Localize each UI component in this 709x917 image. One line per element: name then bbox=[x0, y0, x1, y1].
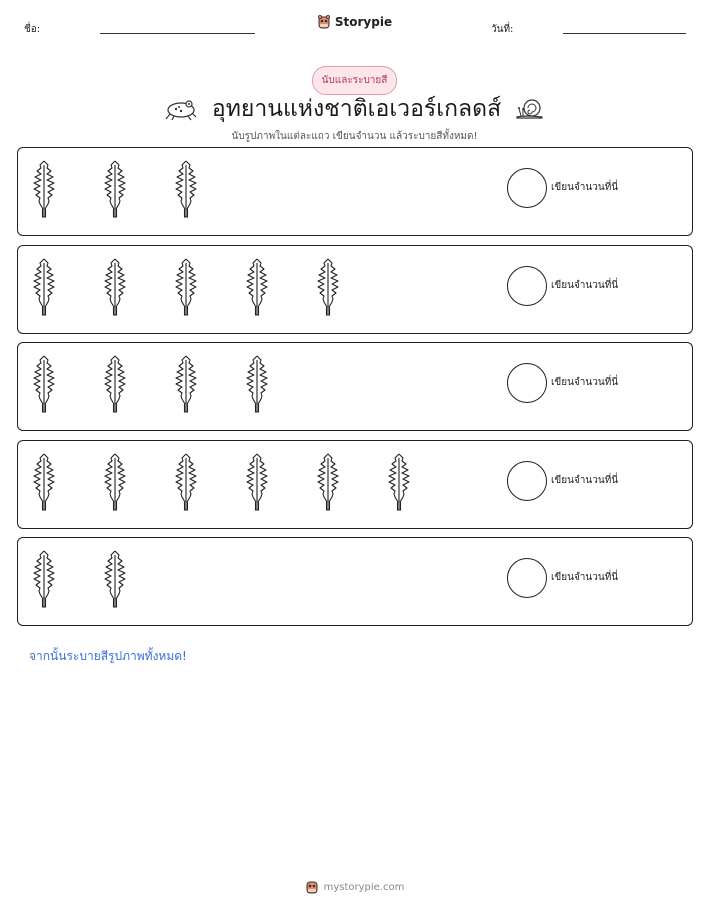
row-items bbox=[30, 159, 200, 219]
answer-label: เขียนจำนวนที่นี่ bbox=[551, 572, 619, 583]
fern-leaf-icon[interactable] bbox=[30, 257, 58, 317]
date-label: วันที่: bbox=[491, 24, 514, 35]
row-items bbox=[30, 257, 342, 317]
fern-leaf-icon[interactable] bbox=[243, 452, 271, 512]
name-label: ชื่อ: bbox=[24, 24, 41, 35]
answer-label: เขียนจำนวนที่นี่ bbox=[551, 182, 619, 193]
fern-leaf-icon[interactable] bbox=[314, 452, 342, 512]
fern-leaf-icon[interactable] bbox=[243, 354, 271, 414]
answer-circle[interactable] bbox=[507, 461, 547, 501]
answer-circle[interactable] bbox=[507, 558, 547, 598]
storypie-mascot-icon bbox=[305, 879, 319, 895]
fern-leaf-icon[interactable] bbox=[172, 354, 200, 414]
row-items bbox=[30, 549, 129, 609]
answer-circle[interactable] bbox=[507, 168, 547, 208]
answer-label: เขียนจำนวนที่นี่ bbox=[551, 279, 619, 291]
fern-leaf-icon[interactable] bbox=[30, 452, 58, 512]
fern-leaf-icon[interactable] bbox=[172, 159, 200, 219]
answer-label: เขียนจำนวนที่นี่ bbox=[551, 474, 619, 486]
snail-icon bbox=[515, 97, 545, 121]
fern-leaf-icon[interactable] bbox=[30, 549, 58, 609]
fern-leaf-icon[interactable] bbox=[101, 549, 129, 609]
page-footer bbox=[0, 879, 709, 895]
counting-row bbox=[17, 245, 693, 334]
counting-row bbox=[17, 342, 693, 431]
activity-badge: นับและระบายสี bbox=[312, 66, 398, 95]
storypie-mascot-icon bbox=[317, 14, 331, 30]
fern-leaf-icon[interactable] bbox=[101, 354, 129, 414]
answer-circle[interactable] bbox=[507, 266, 547, 306]
date-line[interactable] bbox=[563, 33, 686, 34]
row-items bbox=[30, 452, 413, 512]
fern-leaf-icon[interactable] bbox=[101, 257, 129, 317]
answer-label: เขียนจำนวนที่นี่ bbox=[551, 377, 619, 388]
fern-leaf-icon[interactable] bbox=[314, 257, 342, 317]
color-instruction: จากนั้นระบายสีรูปภาพทั้งหมด! bbox=[29, 649, 187, 663]
page-title: อุทยานแห่งชาติเอเวอร์เกลดส์ bbox=[211, 96, 502, 122]
fern-leaf-icon[interactable] bbox=[30, 159, 58, 219]
brand-name: Storypie bbox=[334, 15, 393, 29]
page-subtitle: นับรูปภาพในแต่ละแถว เขียนจำนวน แล้วระบายสีทั้งหมด! bbox=[231, 131, 478, 142]
name-line[interactable] bbox=[100, 33, 255, 34]
counting-rows bbox=[17, 147, 693, 635]
brand-logo bbox=[0, 14, 709, 30]
frog-icon bbox=[164, 97, 198, 121]
row-items bbox=[30, 354, 271, 414]
answer-circle[interactable] bbox=[507, 363, 547, 403]
counting-row bbox=[17, 440, 693, 529]
counting-row bbox=[17, 147, 693, 236]
fern-leaf-icon[interactable] bbox=[243, 257, 271, 317]
fern-leaf-icon[interactable] bbox=[101, 159, 129, 219]
fern-leaf-icon[interactable] bbox=[172, 257, 200, 317]
fern-leaf-icon[interactable] bbox=[172, 452, 200, 512]
fern-leaf-icon[interactable] bbox=[385, 452, 413, 512]
fern-leaf-icon[interactable] bbox=[30, 354, 58, 414]
fern-leaf-icon[interactable] bbox=[101, 452, 129, 512]
counting-row bbox=[17, 537, 693, 626]
footer-url: mystorypie.com bbox=[323, 881, 405, 893]
